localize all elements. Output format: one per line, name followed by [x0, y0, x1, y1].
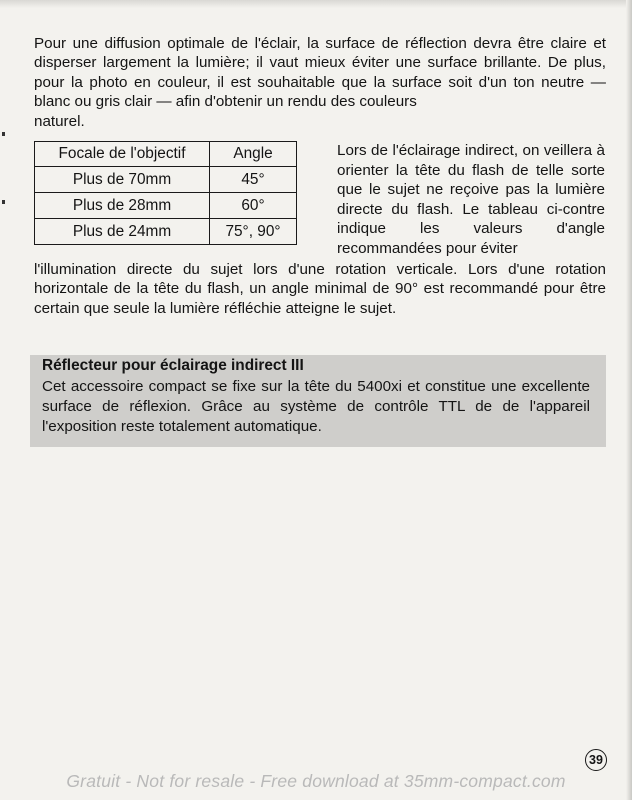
page-number: 39 [585, 749, 607, 771]
table-row [35, 193, 297, 219]
margin-mark [2, 200, 5, 204]
cell-angle: 60° [210, 193, 297, 219]
intro-last-line: naturel. [34, 113, 85, 130]
watermark: Gratuit - Not for resale - Free download at 35mm-compact.com [66, 771, 566, 791]
bounce-side-text: Lors de l'éclairage indirect, on veillera à orienter la tête du flash de telle sorte que le sujet ne reçoive pas la lumière directe du flash. Le tableau ci-contre indique les valeurs d'angle recommandées pour éviter [337, 142, 605, 257]
angle-table [34, 141, 297, 245]
scan-edge-right [626, 0, 632, 800]
table-header-row [35, 142, 297, 167]
table-row [35, 167, 297, 193]
reflector-text: Cet accessoire compact se fixe sur la tête du 5400xi et constitue une excellente surface de réflexion. Grâce au système de contrôle TTL de de l'appareil l'exposition reste totalement automatique. [42, 378, 590, 435]
bounce-continuation: l'illumination directe du sujet lors d'une rotation verticale. Lors d'une rotation horizontale de la tête du flash, un angle minimal de 90° est recommandé pour être certain que seule la lumière réfléchie atteigne le sujet. [34, 261, 606, 317]
margin-mark [2, 132, 5, 136]
intro-paragraph: Pour une diffusion optimale de l'éclair, la surface de réflection devra être claire et disperser largement la lumière; il vaut mieux éviter une surface brillante. De plus, pour la photo en couleur, il est souhaitable que la surface soit d'un ton neutre — blanc ou gris clair — afin d'obtenir un rendu des couleurs [34, 35, 606, 111]
scan-edge-top [0, 0, 632, 8]
cell-angle: 75°, 90° [210, 219, 297, 245]
header-angle: Angle [210, 142, 297, 167]
cell-focal: Plus de 24mm [35, 219, 210, 245]
header-focal: Focale de l'objectif [35, 142, 210, 167]
cell-focal: Plus de 70mm [35, 167, 210, 193]
cell-angle: 45° [210, 167, 297, 193]
cell-focal: Plus de 28mm [35, 193, 210, 219]
reflector-title: Réflecteur pour éclairage indirect III [42, 357, 304, 374]
table-row [35, 219, 297, 245]
